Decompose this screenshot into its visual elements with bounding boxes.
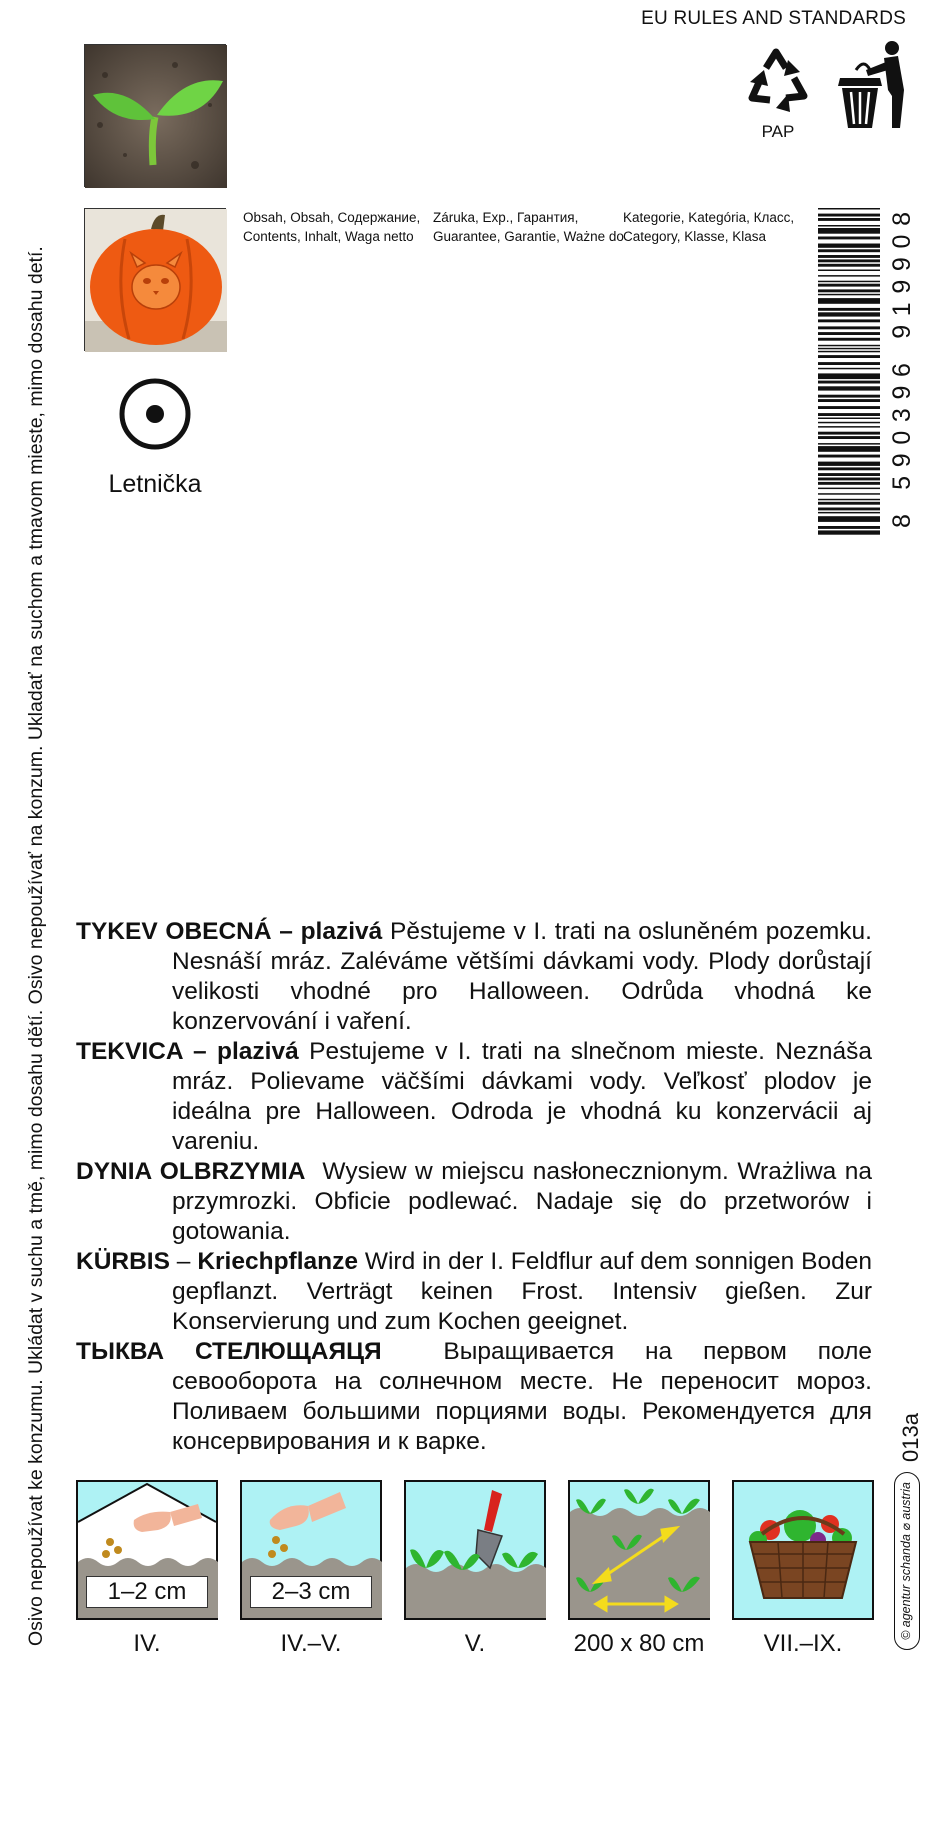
storage-warning-text: Osivo nepoužívat ke konzumu. Ukládat v suchu a tmě, mimo dosahu dětí. Osivo nepoužívať na konzum. Ukladať na suchom a tmavom mieste, mimo dosahu detí. [25, 246, 47, 1646]
barcode-bar [818, 214, 880, 217]
barcode-bar [818, 446, 880, 452]
barcode-bar [818, 499, 880, 501]
barcode-bar [818, 426, 880, 428]
barcode-bar [818, 443, 880, 445]
pumpkin-photo [84, 208, 226, 351]
barcode-bar [818, 355, 880, 358]
barcode-bar [818, 436, 880, 439]
barcode-bar [818, 255, 880, 258]
barcode-bar [818, 488, 880, 490]
barcode-bar [818, 225, 880, 227]
barcode-bar [818, 281, 880, 283]
step-caption: IV.–V. [280, 1630, 342, 1657]
barcode-bar [818, 381, 880, 384]
description-slovak: TEKVICA – plazivá Pestujeme v I. trati na slnečnom mieste. Neznáša mráz. Polievame väčšími dávkami vody. Veľkosť plodov je ideálna pre Halloween. Odroda je vhodná ku konzervácii aj vareniu. [76, 1038, 872, 1155]
description-czech: TYKEV OBECNÁ – plazivá Pěstujeme v I. trati na osluněném pozemku. Nesnáší mráz. Zaléváme většími dávkami vody. Plody dorůstají velikosti vhodné pro Halloween. Odrůda vhodná ke konzervování i vaření. [76, 918, 872, 1035]
barcode-number: 8 590396 919908 [888, 212, 916, 528]
sowing-panel-step1 [76, 1480, 218, 1620]
tidyman-bin-icon [836, 40, 910, 132]
barcode-bar [818, 362, 880, 365]
barcode-bar [818, 237, 880, 240]
sowing-depth-label: 1–2 cm [86, 1576, 208, 1608]
step-caption: 200 x 80 cm [573, 1630, 705, 1657]
product-code: 013a [898, 1413, 923, 1462]
barcode-bar [818, 493, 880, 495]
barcode-bar [818, 413, 880, 416]
guarantee-label: Záruka, Exp., Гарантия, Guarantee, Garantie, Ważne do [433, 210, 624, 244]
barcode-bar [818, 228, 880, 234]
barcode-bar [818, 308, 880, 311]
barcode-bar [818, 462, 880, 466]
barcode-bar [818, 482, 880, 485]
barcode-bar [818, 312, 880, 316]
barcode-bar [818, 432, 880, 435]
barcode-bar [818, 298, 880, 304]
description-german: KÜRBIS – Kriechpflanze Wird in der I. Feldflur auf dem sonnigen Boden gepflanzt. Verträgt keinen Frost. Intensiv gießen. Zur Konservierung und zum Kochen geeignet. [76, 1248, 873, 1335]
barcode [818, 206, 916, 536]
barcode-bar [818, 345, 880, 347]
annual-label: Letnička [108, 470, 202, 498]
barcode-bar [818, 289, 880, 292]
recycle-mark [740, 42, 816, 142]
barcode-bar [818, 422, 880, 424]
barcode-bar [818, 516, 880, 522]
barcode-bar [818, 284, 880, 287]
barcode-bar [818, 348, 880, 350]
variety-descriptions [76, 917, 872, 1457]
barcode-bar [818, 249, 880, 252]
spacing-panel-step4 [568, 1480, 710, 1620]
barcode-bar [818, 508, 880, 511]
step-caption: V. [464, 1630, 486, 1657]
barcode-bar [818, 502, 880, 505]
recycle-label: PAP [761, 122, 795, 141]
barcode-bar [818, 399, 880, 402]
barcode-bar [818, 208, 880, 210]
barcode-bar [818, 275, 880, 277]
category-label: Kategorie, Kategória, Класс, Category, Klasse, Klasa [623, 210, 795, 244]
barcode-bar [818, 270, 880, 272]
barcode-bar [818, 368, 880, 370]
barcode-bar [818, 512, 880, 514]
sowing-panel-step2 [240, 1480, 382, 1620]
barcode-bar [818, 332, 880, 335]
step-caption: VII.–IX. [763, 1630, 843, 1657]
barcode-bar [818, 395, 880, 398]
barcode-bar [818, 478, 880, 481]
barcode-bar [818, 259, 880, 262]
description-russian: ТЫКВА СТЕЛЮЩАЯЦЯ Выращивается на первом поле севооборота на солнечном месте. Не переносит мороз. Поливаем большими порциями воды. Рекомендуется для консервирования и к варке. [76, 1338, 872, 1455]
annual-plant-icon [118, 377, 192, 451]
seedling-photo [84, 44, 226, 187]
eu-rules-title: EU RULES AND STANDARDS [641, 8, 906, 29]
sowing-depth-label: 2–3 cm [250, 1576, 372, 1608]
barcode-bar [818, 473, 880, 476]
step-caption: IV. [133, 1630, 161, 1657]
barcode-bar [818, 326, 880, 329]
copyright-badge: © agentur schanda ⌀ austria [894, 1472, 920, 1650]
barcode-bar [818, 351, 880, 353]
barcode-bar [818, 373, 880, 379]
recycle-icon [742, 42, 814, 118]
barcode-bar [818, 218, 880, 221]
description-polish: DYNIA OLBRZYMIA Wysiew w miejscu nasłonecznionym. Wrażliwa na przymrozki. Obficie podlewać. Nadaje się do przetworów i gotowania. [76, 1158, 873, 1245]
planting-panel-step3 [404, 1480, 546, 1620]
barcode-bar [818, 406, 880, 409]
contents-label: Obsah, Obsah, Содержание, Contents, Inhalt, Waga netto [243, 210, 421, 244]
barcode-bar [818, 386, 880, 390]
barcode-bar [818, 319, 880, 322]
barcode-bar [818, 467, 880, 470]
barcode-bar [818, 526, 880, 529]
barcode-bar [818, 294, 880, 296]
harvest-panel-step5 [732, 1480, 874, 1620]
barcode-bar [818, 244, 880, 248]
barcode-bar [818, 418, 880, 420]
barcode-bar [818, 264, 880, 267]
barcode-bar [818, 530, 880, 534]
barcode-bar [818, 338, 880, 341]
barcode-bar [818, 455, 880, 458]
